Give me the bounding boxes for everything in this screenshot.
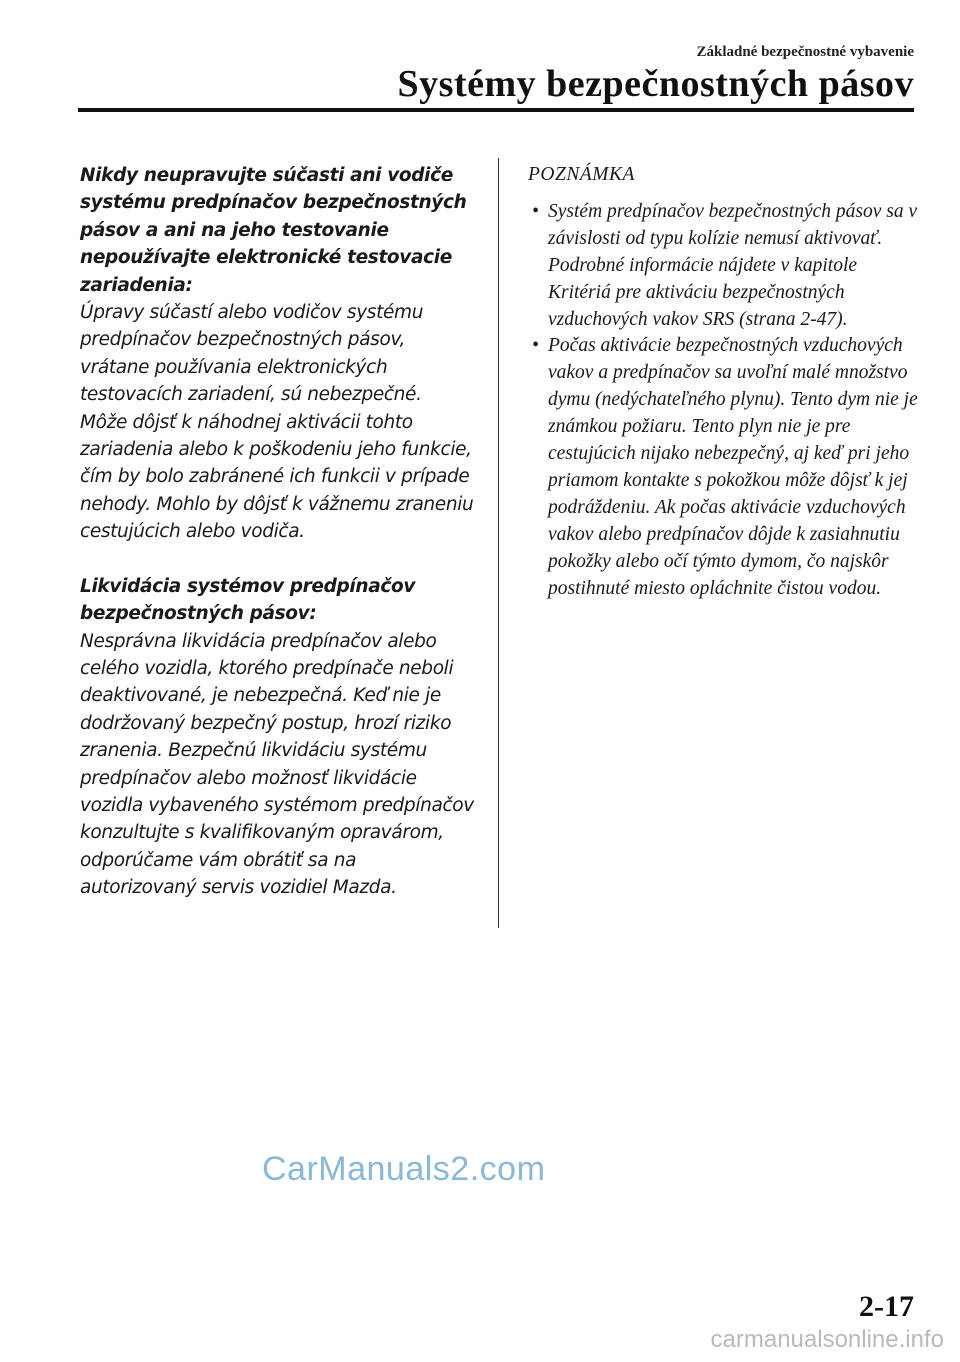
warning-body-disposal: Nesprávna likvidácia predpínačov alebo celého vozidla, ktorého predpínače neboli deaktivované, je nebezpečná. Keď nie je dodržovaný bezpečný postup, hrozí riziko zranenia. Bezpečnú likvidáciu systému predpínačov alebo možnosť likvidácie vozidla vybaveného systémom predpínačov konzultujte s kvalifikovaným opravárom, odporúčame vám obrátiť sa na autorizovaný servis vozidiel Mazda. [80,630,474,899]
column-divider [498,158,499,928]
bullet-icon: • [532,200,539,222]
warning-column [80,162,474,902]
note-item-text: Počas aktivácie bezpečnostných vzduchových vakov a predpínačov sa uvoľní malé množstvo dymu (nedýchateľného plynu). Tento dym nie je známkou požiaru. Tento plyn nie je pre cestujúcich nijako nebezpečný, aj keď pri jeho priamom kontakte s pokožkou môže dôjsť k jej podráždeniu. Ak počas aktivácie vzduchových vakov alebo predpínačov dôjde k zasiahnutiu pokožky alebo očí týmto dymom, čo najskôr postihnuté miesto opláchnite čistou vodou. [548,335,918,599]
header-rule [78,108,914,112]
warning-body-modification: Úpravy súčastí alebo vodičov systému predpínačov bezpečnostných pásov, vrátane používania elektronických testovacích zariadení, sú nebezpečné. Môže dôjsť k náhodnej aktivácii tohto zariadenia alebo k poškodeniu jeho funkcie, čím by bolo zabránené ich funkcii v prípade nehody. Mohlo by dôjsť k vážnemu zraneniu cestujúcich alebo vodiča. [80,302,474,543]
warning-heading-modification: Nikdy neupravujte súčasti ani vodiče systému predpínačov bezpečnostných pásov a ani na jeho testovanie nepoužívajte elektronické testovacie zariadenia: [80,165,467,296]
footer-watermark: carmanualsonline.info [710,1326,944,1353]
page-title: Systémy bezpečnostných pásov [397,63,914,105]
page-number: 2-17 [859,1290,914,1323]
list-item [528,333,918,602]
note-title: POZNÁMKA [528,164,635,185]
bullet-icon: • [532,335,539,357]
paragraph-gap [80,546,474,573]
list-item [528,199,918,334]
note-column [528,162,918,603]
warning-heading-disposal: Likvidácia systémov predpínačov bezpečnostných pásov: [80,575,416,625]
header-subtitle: Základné bezpečnostné vybavenie [696,44,914,60]
watermark-logo: CarManuals2.com [262,1150,546,1188]
note-list [528,199,918,603]
note-item-text: Systém predpínačov bezpečnostných pásov sa v závislosti od typu kolízie nemusí aktivovať. Podrobné informácie nájdete v kapitole Kritériá pre aktiváciu bezpečnostných vzduchových vakov SRS (strana 2-47). [548,200,918,330]
